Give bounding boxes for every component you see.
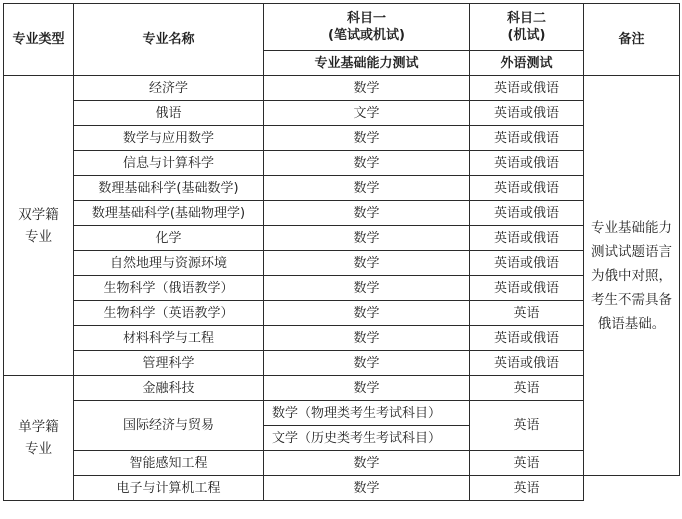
header-subject-one (264, 4, 470, 51)
major-name: 自然地理与资源环境 (74, 251, 264, 276)
subject-one-cell: 数学 (264, 301, 470, 326)
admission-subjects-table (3, 3, 680, 501)
table-row (4, 401, 680, 426)
subject-one-cell: 数学 (264, 126, 470, 151)
major-name: 数学与应用数学 (74, 126, 264, 151)
header-subject-two (470, 4, 584, 51)
subject-one-cell: 文学 (264, 101, 470, 126)
table-row (4, 476, 680, 501)
table-row (4, 201, 680, 226)
subject-two-subtitle: (机试) (507, 28, 546, 43)
header-major-type: 专业类型 (4, 4, 74, 76)
major-name: 电子与计算机工程 (74, 476, 264, 501)
header-subject-two-test: 外语测试 (470, 51, 584, 76)
subject-two-cell: 英语或俄语 (470, 201, 584, 226)
subject-two-cell: 英语或俄语 (470, 226, 584, 251)
table-row (4, 251, 680, 276)
major-type-single-line1: 单学籍 (18, 419, 59, 435)
subject-two-cell: 英语 (470, 451, 584, 476)
major-name: 信息与计算科学 (74, 151, 264, 176)
major-name: 数理基础科学(基础数学) (74, 176, 264, 201)
subject-one-cell: 数学 (264, 151, 470, 176)
subject-one-cell: 数学 (264, 176, 470, 201)
major-name: 俄语 (74, 101, 264, 126)
major-name: 材料科学与工程 (74, 326, 264, 351)
subject-two-cell: 英语或俄语 (470, 351, 584, 376)
subject-two-cell: 英语或俄语 (470, 176, 584, 201)
subject-one-cell: 数学 (264, 276, 470, 301)
table-row (4, 226, 680, 251)
major-type-single-line2: 专业 (25, 441, 52, 457)
table-row (4, 151, 680, 176)
major-name: 经济学 (74, 76, 264, 101)
subject-one-cell: 数学 (264, 201, 470, 226)
subject-one-cell-physics: 数学（物理类考生考试科目） (264, 401, 470, 426)
table-row (4, 301, 680, 326)
subject-one-cell: 数学 (264, 251, 470, 276)
major-name: 数理基础科学(基础物理学) (74, 201, 264, 226)
table-row (4, 126, 680, 151)
table-row (4, 176, 680, 201)
subject-one-cell: 数学 (264, 351, 470, 376)
header-major-name: 专业名称 (74, 4, 264, 76)
table-row (4, 76, 680, 101)
subject-one-subtitle: (笔试或机试) (328, 28, 405, 43)
major-name: 管理科学 (74, 351, 264, 376)
table-row (4, 326, 680, 351)
table-row (4, 101, 680, 126)
header-subject-one-test: 专业基础能力测试 (264, 51, 470, 76)
major-type-double-line2: 专业 (25, 228, 52, 245)
subject-two-cell: 英语或俄语 (470, 126, 584, 151)
subject-two-cell: 英语或俄语 (470, 76, 584, 101)
subject-two-cell: 英语 (470, 401, 584, 451)
subject-two-cell: 英语或俄语 (470, 251, 584, 276)
major-name: 化学 (74, 226, 264, 251)
subject-one-cell: 数学 (264, 451, 470, 476)
major-name: 生物科学（英语教学） (74, 301, 264, 326)
remarks-cell: 专业基础能力测试试题语言为俄中对照，考生不需具备俄语基础。 (584, 76, 680, 476)
table-row (4, 351, 680, 376)
subject-two-cell: 英语或俄语 (470, 151, 584, 176)
subject-one-cell: 数学 (264, 226, 470, 251)
subject-one-title: 科目一 (346, 11, 386, 26)
table-row (4, 276, 680, 301)
subject-one-cell: 数学 (264, 76, 470, 101)
major-type-double-line1: 双学籍 (18, 206, 59, 223)
table-row (4, 376, 680, 401)
major-name: 智能感知工程 (74, 451, 264, 476)
major-name: 国际经济与贸易 (74, 401, 264, 451)
subject-one-cell: 数学 (264, 376, 470, 401)
major-type-single (4, 376, 74, 501)
header-remarks: 备注 (584, 4, 680, 76)
major-name: 生物科学（俄语教学） (74, 276, 264, 301)
subject-one-cell-history: 文学（历史类考生考试科目） (264, 426, 470, 451)
major-name: 金融科技 (74, 376, 264, 401)
subject-two-cell: 英语或俄语 (470, 276, 584, 301)
subject-two-cell: 英语 (470, 301, 584, 326)
subject-two-cell: 英语或俄语 (470, 326, 584, 351)
subject-two-cell: 英语 (470, 376, 584, 401)
subject-two-cell: 英语 (470, 476, 584, 501)
subject-two-title: 科目二 (506, 11, 546, 26)
subject-one-cell: 数学 (264, 476, 470, 501)
table-row (4, 451, 680, 476)
major-type-double (4, 76, 74, 376)
subject-two-cell: 英语或俄语 (470, 101, 584, 126)
subject-one-cell: 数学 (264, 326, 470, 351)
